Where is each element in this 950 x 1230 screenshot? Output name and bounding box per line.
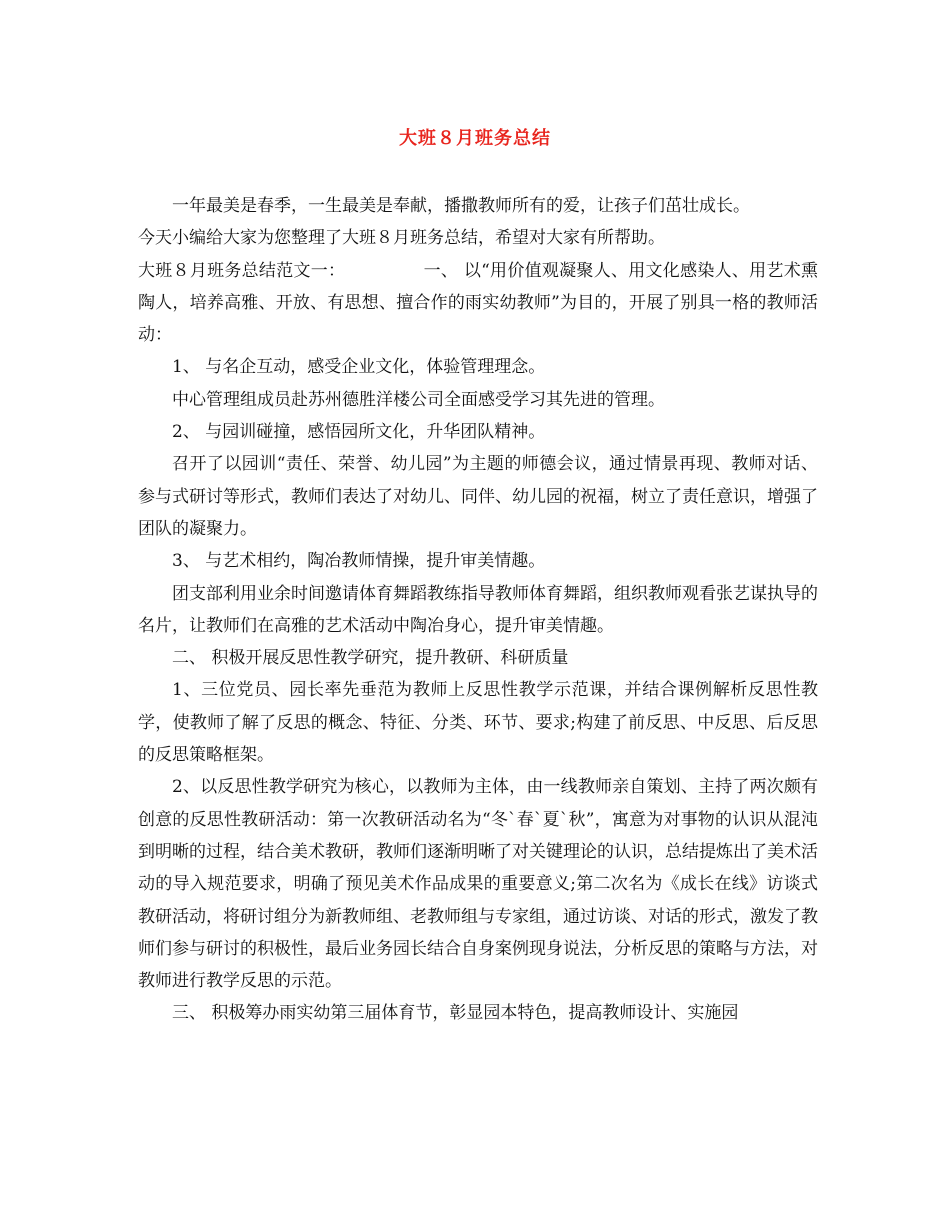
paragraph-section-three: 三、 积极筹办雨实幼第三届体育节，彰显园本特色，提高教师设计、实施园 — [172, 1003, 739, 1024]
paragraph-item-2: 2、 与园训碰撞，感悟园所文化，升华团队精神。 — [172, 422, 546, 443]
sample-heading-label: 大班８月班务总结范文一： — [138, 260, 346, 281]
paragraph-item-3: 3、 与艺术相约，陶冶教师情操，提升审美情趣。 — [172, 551, 546, 572]
paragraph-sample-heading — [138, 255, 818, 352]
paragraph-intro-1: 一年最美是春季，一生最美是奉献，播撒教师所有的爱，让孩子们茁壮成长。 — [172, 196, 750, 216]
document-title: 大班８月班务总结 — [399, 128, 551, 149]
section-one-heading: 一、 以“用价值观凝聚人、用文化感染人、用艺术熏陶人，培养高雅、开放、有思想、擅合作的雨实幼教师”为目的，开展了别具一格的教师活动： — [138, 260, 819, 346]
paragraph-item-3-detail: 团支部利用业余时间邀请体育舞蹈教练指导教师体育舞蹈，组织教师观看张艺谋执导的名片，让教师们在高雅的艺术活动中陶冶身心，提升审美情趣。 — [138, 583, 818, 636]
paragraph-item-1-detail: 中心管理组成员赴苏州德胜洋楼公司全面感受学习其先进的管理。 — [172, 389, 665, 410]
paragraph-item-1: 1、 与名企互动，感受企业文化，体验管理理念。 — [172, 357, 546, 378]
paragraph-section-two-2: 2、以反思性教学研究为核心，以教师为主体，由一线教师亲自策划、主持了两次颇有创意的反思性教研活动：第一次教研活动名为“冬`春`夏`秋”，寓意为对事物的认识从混沌到明晰的过程，结合美术教研，教师们逐渐明晰了对关键理论的认识，总结提炼出了美术活动的导入规范要求，明确了预见美术作品成果的重要意义;第二次名为《成长在线》访谈式教研活动，将研讨组分为新教师组、老教师组与专家组，通过访谈、对话的形式，激发了教师们参与研讨的积极性，最后业务园长结合自身案例现身说法，分析反思的策略与方法，对教师进行教学反思的示范。 — [138, 777, 818, 992]
paragraph-item-2-detail: 召开了以园训“责任、荣誉、幼儿园”为主题的师德会议，通过情景再现、教师对话、参与式研讨等形式，教师们表达了对幼儿、同伴、幼儿园的祝福，树立了责任意识，增强了团队的凝聚力。 — [138, 454, 818, 539]
paragraph-section-two-1: 1、三位党员、园长率先垂范为教师上反思性教学示范课，并结合课例解析反思性教学，使教师了解了反思的概念、特征、分类、环节、要求;构建了前反思、中反思、后反思的反思策略框架。 — [138, 680, 818, 766]
paragraph-intro-2: 今天小编给大家为您整理了大班８月班务总结，希望对大家有所帮助。 — [138, 228, 665, 249]
paragraph-section-two: 二、 积极开展反思性教学研究，提升教研、科研质量 — [172, 648, 569, 669]
document-body — [138, 190, 818, 1030]
